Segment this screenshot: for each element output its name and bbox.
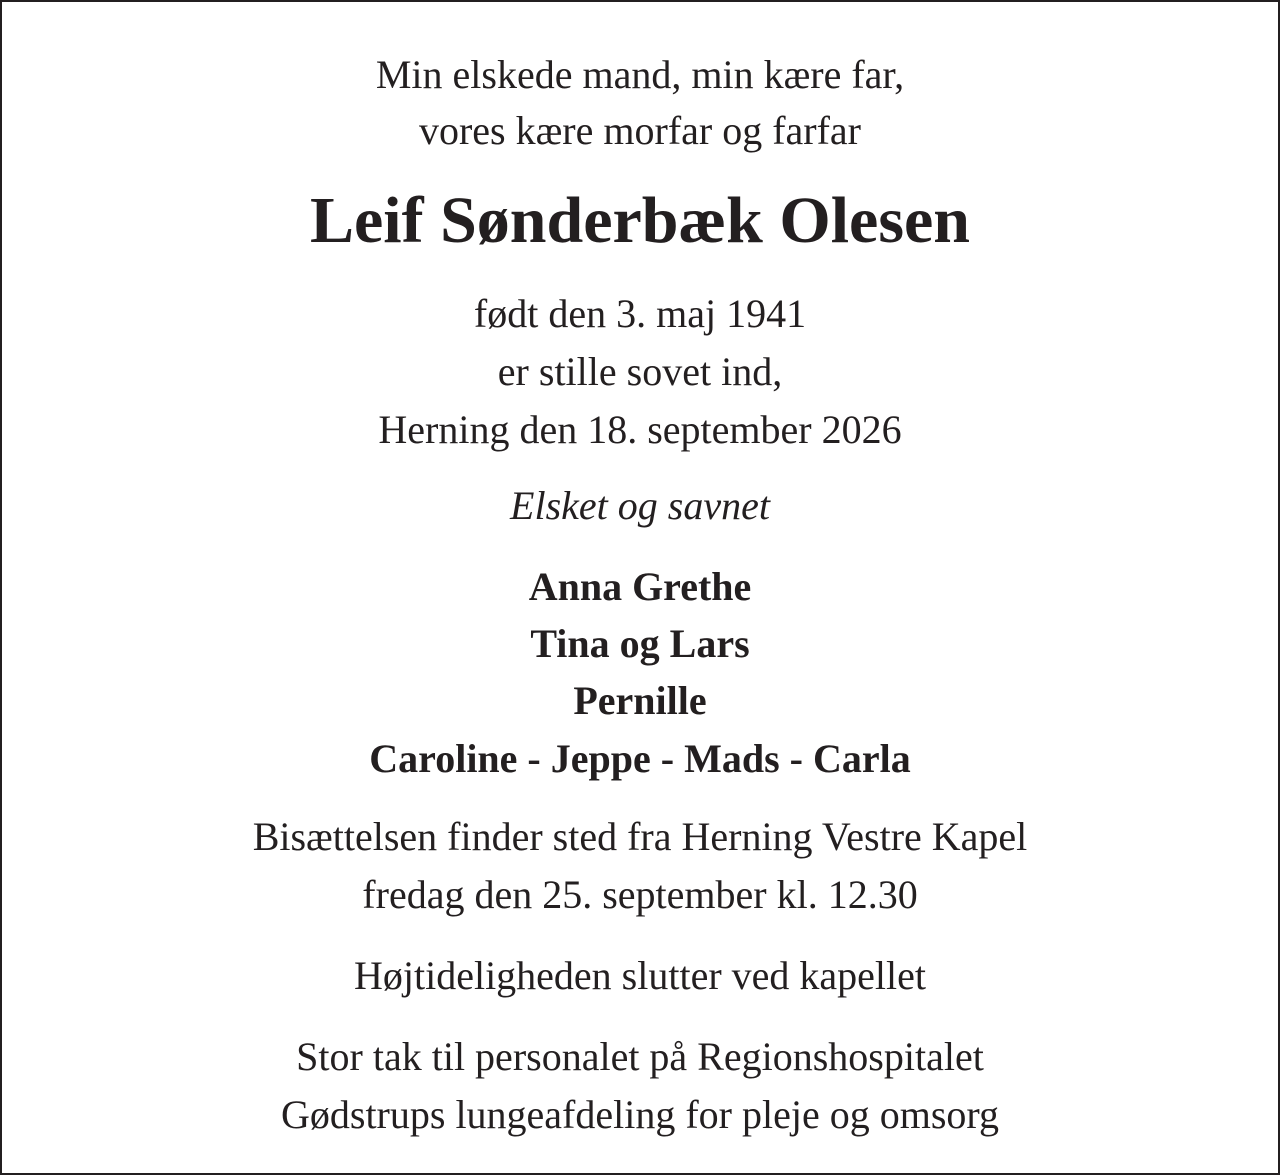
family-line-3: Pernille xyxy=(573,678,707,723)
thanks-line-1: Stor tak til personalet på Regionshospitalet xyxy=(296,1034,984,1079)
passed-away-line: er stille sovet ind, xyxy=(497,349,783,394)
family-line-1: Anna Grethe xyxy=(528,564,752,609)
deceased-name: Leif Sønderbæk Olesen xyxy=(309,184,971,257)
family-line-4: Caroline - Jeppe - Mads - Carla xyxy=(369,736,911,781)
thanks-line-2: Gødstrups lungeafdeling for pleje og omsorg xyxy=(280,1092,1000,1137)
tagline: Elsket og savnet xyxy=(510,483,770,528)
intro-line-2: vores kære morfar og farfar xyxy=(418,108,861,153)
service-location: Bisættelsen finder sted fra Herning Vestre Kapel xyxy=(252,814,1028,859)
service-time: fredag den 25. september kl. 12.30 xyxy=(362,872,918,917)
place-and-date-of-death: Herning den 18. september 2026 xyxy=(378,407,902,452)
birth-date: født den 3. maj 1941 xyxy=(473,291,807,336)
intro-line-1: Min elskede mand, min kære far, xyxy=(375,52,905,97)
ceremony-ending: Højtideligheden slutter ved kapellet xyxy=(353,953,927,998)
family-line-2: Tina og Lars xyxy=(530,621,750,666)
